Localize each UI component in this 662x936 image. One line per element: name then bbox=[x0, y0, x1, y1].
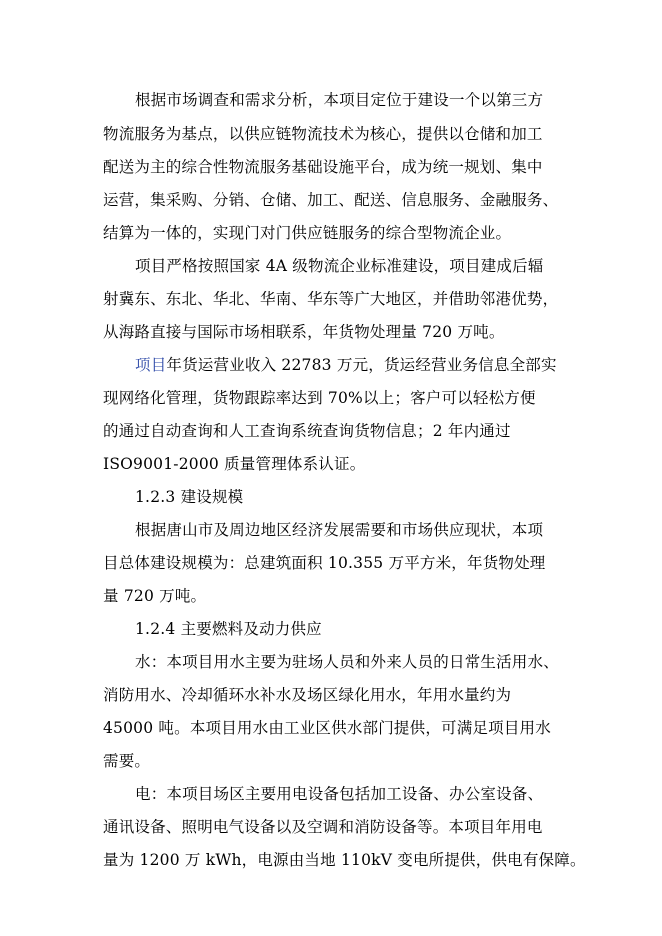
para-power-line-2: 通讯设备、照明电气设备以及空调和消防设备等。本项目年用电 bbox=[103, 818, 543, 836]
para-scale-line-3: 量 720 万吨。 bbox=[103, 587, 207, 605]
para-power-line-3: 量为 1200 万 kWh，电源由当地 110kV 变电所提供，供电有保障。 bbox=[103, 851, 586, 869]
para-water-line-1: 水：本项目用水主要为驻场人员和外来人员的日常生活用水、 bbox=[135, 653, 559, 671]
para-revenue-line-2: 现网络化管理，货物跟踪率达到 70%以上；客户可以轻松方便 bbox=[103, 389, 536, 407]
para-market-line-3: 配送为主的综合性物流服务基础设施平台，成为统一规划、集中 bbox=[103, 158, 543, 176]
revenue-text: 年货运营业收入 22783 万元，货运经营业务信息全部实 bbox=[166, 356, 557, 374]
para-market-line-5: 结算为一体的，实现门对门供应链服务的综合型物流企业。 bbox=[103, 224, 512, 242]
heading-fuel-power: 1.2.4 主要燃料及动力供应 bbox=[135, 620, 322, 638]
para-market-line-2: 物流服务为基点，以供应链物流技术为核心，提供以仓储和加工 bbox=[103, 125, 543, 143]
para-standard-line-3: 从海路直接与国际市场相联系，年货物处理量 720 万吨。 bbox=[103, 323, 505, 341]
para-water-line-2: 消防用水、冷却循环水补水及场区绿化用水，年用水量约为 bbox=[103, 686, 512, 704]
para-water-line-3: 45000 吨。本项目用水由工业区供水部门提供，可满足项目用水 bbox=[103, 719, 551, 737]
para-scale-line-2: 目总体建设规模为：总建筑面积 10.355 万平方米，年货物处理 bbox=[103, 554, 546, 572]
para-scale-line-1: 根据唐山市及周边地区经济发展需要和市场供应现状，本项 bbox=[135, 521, 544, 539]
para-revenue-line-1 bbox=[135, 355, 557, 375]
para-revenue-line-3: 的通过自动查询和人工查询系统查询货物信息；2 年内通过 bbox=[103, 422, 511, 440]
para-revenue-line-4: ISO9001-2000 质量管理体系认证。 bbox=[103, 455, 366, 473]
para-market-line-4: 运营，集采购、分销、仓储、加工、配送、信息服务、金融服务、 bbox=[103, 191, 559, 209]
para-water-line-4: 需要。 bbox=[103, 752, 151, 770]
para-standard-line-2: 射冀东、东北、华北、华南、华东等广大地区，并借助邻港优势， bbox=[103, 290, 559, 308]
project-link[interactable]: 项目 bbox=[135, 356, 167, 374]
para-market-line-1: 根据市场调查和需求分析，本项目定位于建设一个以第三方 bbox=[135, 91, 544, 109]
heading-construction-scale: 1.2.3 建设规模 bbox=[135, 488, 244, 506]
para-standard-line-1: 项目严格按照国家 4A 级物流企业标准建设，项目建成后辐 bbox=[135, 257, 544, 275]
para-power-line-1: 电：本项目场区主要用电设备包括加工设备、办公室设备、 bbox=[135, 785, 544, 803]
